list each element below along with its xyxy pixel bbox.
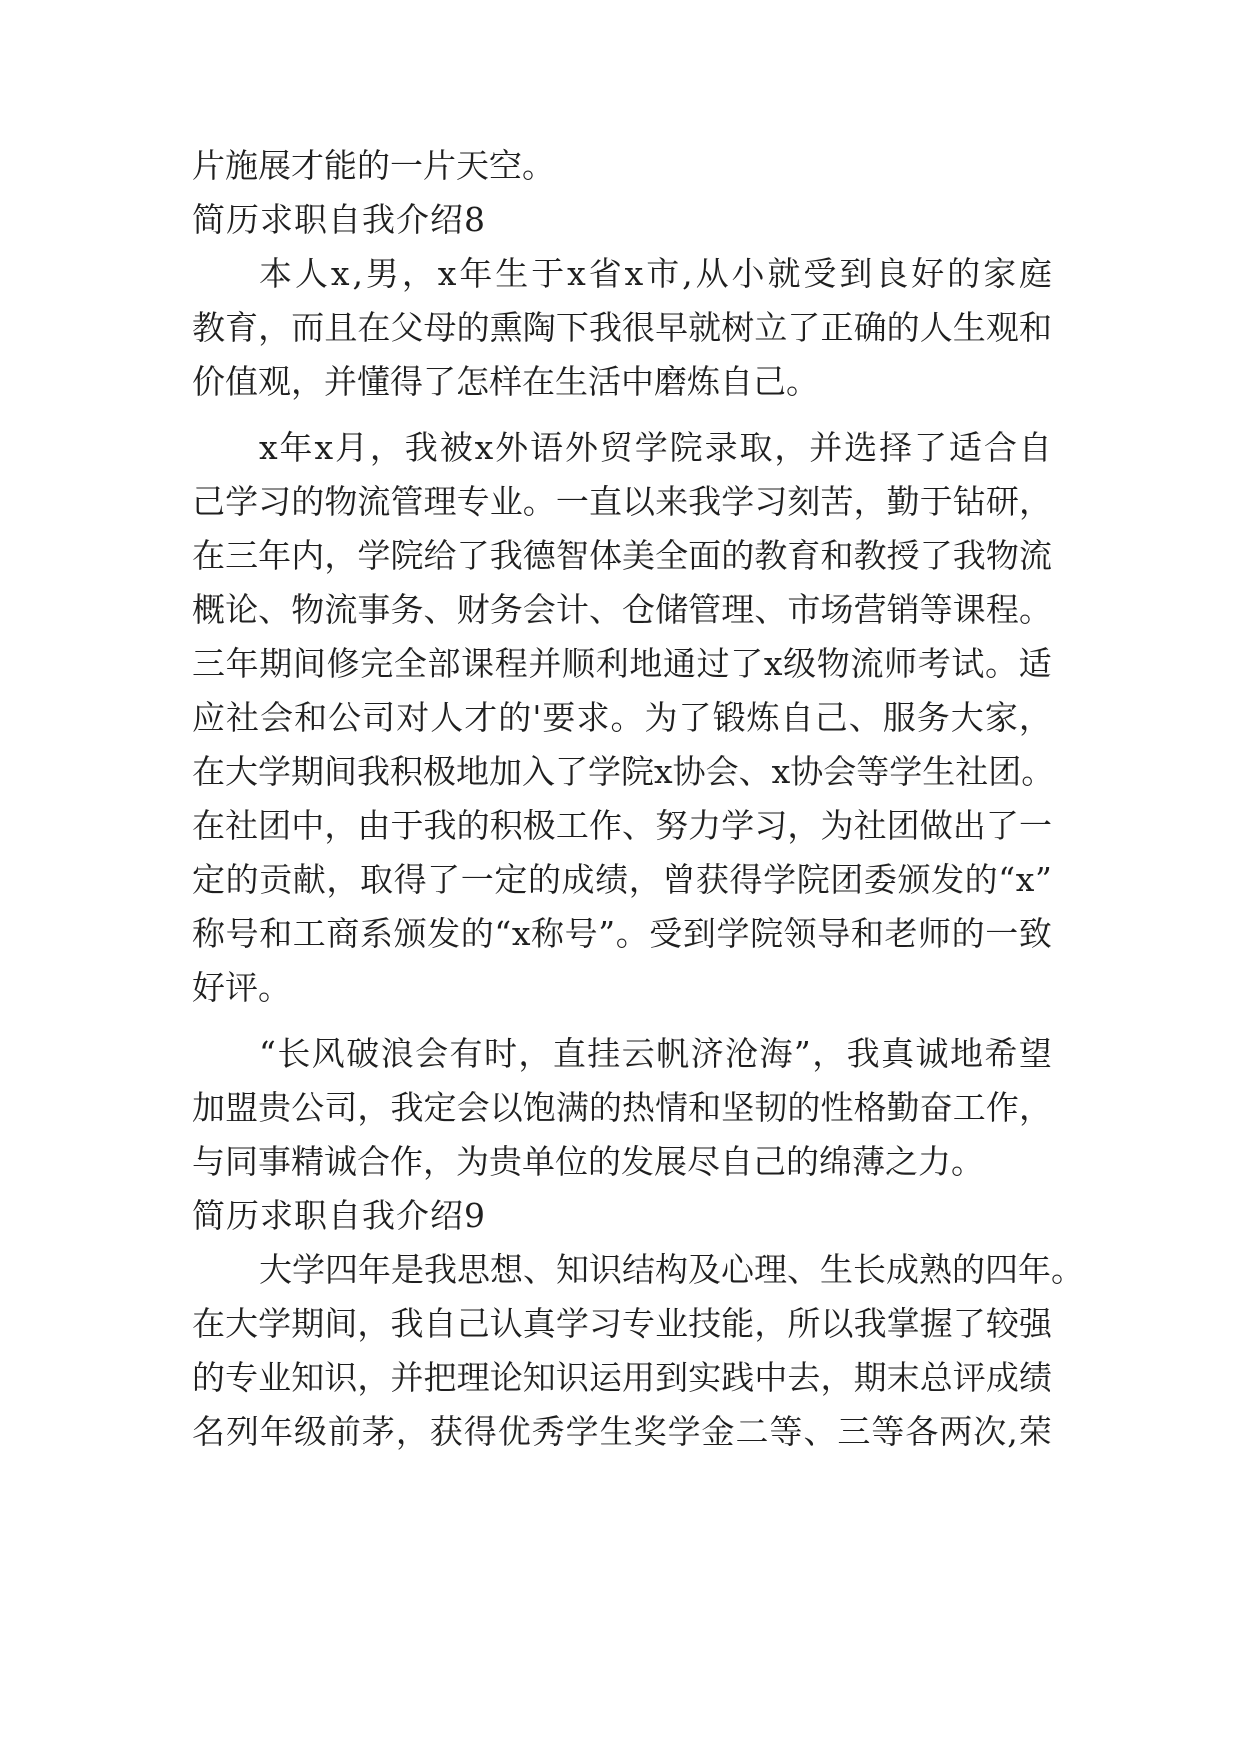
text-line: 应 社 会 和 公 司 对 人 才 的 ' 要 求 。 为 了 锻 炼 自 己 、 服 务 大 家 ，	[192, 698, 1052, 737]
text-line: 在 大 学 期 间 我 积 极 地 加 入 了 学 院 x 协 会 、 x 协 会 等 学 生 社 团 。	[192, 752, 1055, 791]
text-line: “ 长 风 破 浪 会 有 时 ， 直 挂 云 帆 济 沧 海 ” ， 我 真 诚 地 希 望	[259, 1034, 1052, 1073]
text-line: 的 专 业 知 识 ， 并 把 理 论 知 识 运 用 到 实 践 中 去 ， 期 末 总 评 成 绩	[192, 1358, 1052, 1397]
text-line: 好评。	[192, 968, 291, 1007]
section-heading: 简历求职自我介绍8	[192, 200, 486, 239]
text-line: 名 列 年 级 前 茅 ， 获 得 优 秀 学 生 奖 学 金 二 等 、 三 等 各 两 次 , 荣	[192, 1412, 1052, 1451]
text-line: 在 社 团 中 ， 由 于 我 的 积 极 工 作 、 努 力 学 习 ， 为 社 团 做 出 了 一	[192, 806, 1052, 845]
text-line: 己 学 习 的 物 流 管 理 专 业 。 一 直 以 来 我 学 习 刻 苦 ， 勤 于 钻 研 ，	[192, 482, 1052, 521]
text-line: 在 三 年 内 ， 学 院 给 了 我 德 智 体 美 全 面 的 教 育 和 教 授 了 我 物 流	[192, 536, 1052, 575]
text-line: 三 年 期 间 修 完 全 部 课 程 并 顺 利 地 通 过 了 x 级 物 流 师 考 试 。 适	[192, 644, 1052, 683]
text-line: 称 号 和 工 商 系 颁 发 的 “ x 称 号 ” 。 受 到 学 院 领 导 和 老 师 的 一 致	[192, 914, 1052, 953]
text-line: 与同事精诚合作，为贵单位的发展尽自己的绵薄之力。	[192, 1142, 984, 1181]
text-line: 片施展才能的一片天空。	[192, 146, 555, 185]
text-line: 在 大 学 期 间 ， 我 自 己 认 真 学 习 专 业 技 能 ， 所 以 我 掌 握 了 较 强	[192, 1304, 1052, 1343]
text-line: x 年 x 月 ， 我 被 x 外 语 外 贸 学 院 录 取 ， 并 选 择 了 适 合 自	[259, 428, 1052, 467]
text-line: 价值观，并懂得了怎样在生活中磨炼自己。	[192, 362, 819, 401]
text-line: 教 育 ， 而 且 在 父 母 的 熏 陶 下 我 很 早 就 树 立 了 正 确 的 人 生 观 和	[192, 308, 1052, 347]
text-line: 定 的 贡 献 ， 取 得 了 一 定 的 成 绩 ， 曾 获 得 学 院 团 委 颁 发 的 “ x ”	[192, 860, 1052, 899]
text-line: 本 人 x , 男 ， x 年 生 于 x 省 x 市 , 从 小 就 受 到 良 好 的 家 庭	[259, 254, 1052, 293]
text-line: 概 论 、 物 流 事 务 、 财 务 会 计 、 仓 储 管 理 、 市 场 营 销 等 课 程 。	[192, 590, 1052, 629]
text-line: 大 学 四 年 是 我 思 想 、 知 识 结 构 及 心 理 、 生 长 成 熟 的 四 年 。	[259, 1250, 1084, 1289]
text-line: 加 盟 贵 公 司 ， 我 定 会 以 饱 满 的 热 情 和 坚 韧 的 性 格 勤 奋 工 作 ，	[192, 1088, 1052, 1127]
section-heading: 简历求职自我介绍9	[192, 1196, 486, 1235]
